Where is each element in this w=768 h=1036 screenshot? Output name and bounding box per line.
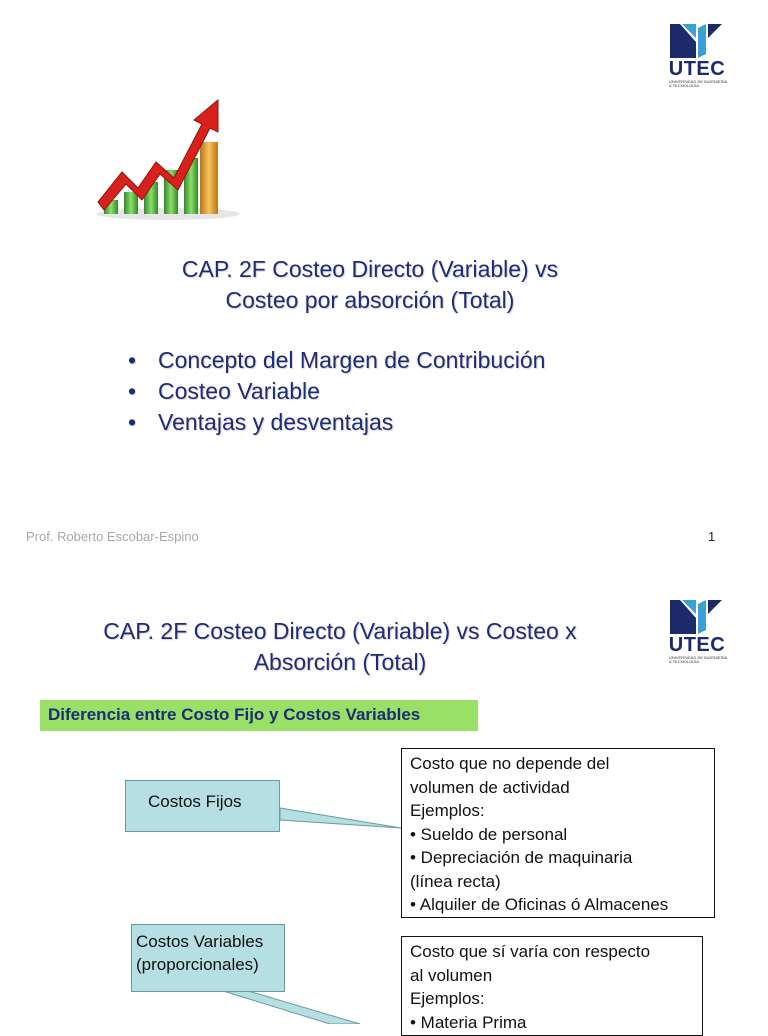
definition-line: volumen de actividad bbox=[410, 777, 570, 797]
definition-line: al volumen bbox=[410, 965, 493, 985]
topic-list bbox=[128, 345, 648, 438]
definition-line: Costo que sí varía con respecto bbox=[410, 942, 651, 961]
variable-costs-label: Costos Variables (proporcionales) bbox=[136, 932, 264, 974]
utec-logo bbox=[666, 20, 728, 90]
slide1-title: CAP. 2F Costeo Directo (Variable) vs Costeo por absorción (Total) bbox=[181, 256, 559, 313]
variable-costs-definition bbox=[401, 936, 703, 1036]
variable-costs-callout bbox=[131, 924, 285, 992]
definition-line: Costo que no depende del bbox=[410, 754, 610, 773]
subtitle-banner bbox=[40, 700, 478, 731]
definition-line: • Sueldo de personal bbox=[410, 824, 568, 844]
subtitle-text: Diferencia entre Costo Fijo y Costos Variables bbox=[48, 705, 421, 724]
list-item: • Concepto del Margen de Contribución bbox=[128, 347, 546, 373]
list-item: • Ventajas y desventajas bbox=[128, 409, 394, 435]
definition-line: (línea recta) bbox=[410, 871, 501, 891]
fixed-costs-definition bbox=[401, 748, 715, 918]
list-item: • Costeo Variable bbox=[128, 378, 320, 404]
utec-logo bbox=[666, 596, 728, 666]
definition-line: Ejemplos: bbox=[410, 801, 485, 820]
page-number: 1 bbox=[708, 529, 716, 544]
growth-chart-graphic bbox=[80, 92, 244, 226]
fixed-costs-callout bbox=[125, 780, 280, 832]
definition-line: • Depreciación de maquinaria bbox=[410, 848, 633, 867]
fixed-costs-label: Costos Fijos bbox=[148, 792, 242, 811]
logo-text: UTEC bbox=[668, 634, 726, 656]
definition-line: • Materia Prima bbox=[410, 1012, 527, 1032]
utec-logo-icon bbox=[666, 596, 728, 636]
utec-logo-icon bbox=[666, 20, 728, 60]
definition-line: Ejemplos: bbox=[410, 989, 485, 1008]
logo-subtitle: UNIVERSIDAD DE INGENIERÍA & TECNOLOGÍA bbox=[669, 655, 728, 664]
slide2-title: CAP. 2F Costeo Directo (Variable) vs Costeo x Absorción (Total) bbox=[103, 618, 577, 675]
logo-text: UTEC bbox=[668, 58, 726, 80]
logo-subtitle: UNIVERSIDAD DE INGENIERÍA & TECNOLOGÍA bbox=[669, 79, 728, 88]
footer-author: Prof. Roberto Escobar-Espino bbox=[26, 529, 199, 544]
definition-line: • Alquiler de Oficinas ó Almacenes bbox=[410, 895, 669, 914]
